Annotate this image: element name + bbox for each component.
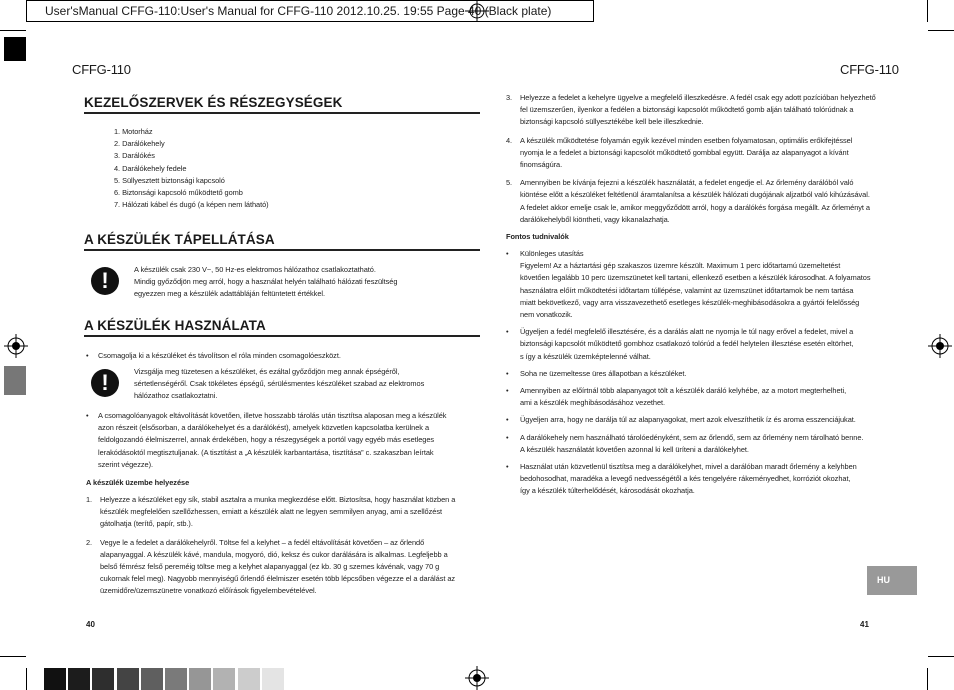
note-text bbox=[520, 326, 853, 363]
power-warning-text bbox=[134, 264, 397, 301]
bullet-dot: • bbox=[506, 462, 509, 472]
right-page-header: CFFG-110 bbox=[840, 62, 899, 77]
step-number: 3. bbox=[506, 93, 513, 102]
numbered-step bbox=[506, 177, 906, 226]
paragraph-line: A fedelet akkor emelje csak le, amikor meggyőződött arról, hogy a darálókés forgása megállt. Az őrleményt a bbox=[520, 202, 870, 212]
note-text bbox=[520, 368, 686, 380]
note-text bbox=[520, 432, 863, 456]
bullet-dot: • bbox=[506, 249, 509, 258]
color-swatch bbox=[44, 668, 66, 690]
crop-mark bbox=[26, 668, 27, 690]
paragraph-line: darálókehelyből kiöntheti, vagy kikanalazhatja. bbox=[520, 214, 670, 224]
step-text bbox=[100, 537, 455, 598]
paragraph-line: finomságúra. bbox=[520, 160, 563, 170]
note-bullet bbox=[506, 385, 906, 409]
step-number: 5. bbox=[506, 178, 513, 188]
paragraph-line: feldolgozandó élelmiszerrel, annak érdekében, hogy a részegységek a portól vagy egyéb más esetleges bbox=[98, 435, 435, 445]
numbered-step bbox=[506, 92, 906, 129]
paragraph-line: miatt bekövetkező, vagy arra visszavezethető esetleges készülék-meghibásodásokra a gyártói felelősség bbox=[520, 297, 860, 307]
page-number-left: 40 bbox=[86, 620, 95, 629]
setup-subheading: A készülék üzembe helyezése bbox=[86, 478, 190, 487]
paragraph-line: Helyezze a fedelet a kehelyre ügyelve a megfelelő illeszkedésre. A fedél csak egy adott pozícióban helyezhető bbox=[520, 93, 876, 102]
note-bullet bbox=[506, 326, 906, 363]
registration-mark-icon bbox=[465, 666, 489, 690]
paragraph-line: Ügyeljen arra, hogy ne darálja túl az alapanyagokat, mert azok elveszíthetik íz és aroma esszenciájukat. bbox=[520, 415, 856, 425]
bullet-dot: • bbox=[86, 411, 89, 420]
crop-mark bbox=[928, 30, 954, 31]
note-bullet bbox=[506, 368, 906, 380]
warning-line: A készülék csak 230 V~, 50 Hz-es elektromos hálózathoz csatlakoztatható. bbox=[134, 265, 376, 274]
parts-list bbox=[114, 126, 269, 211]
parts-list-item: 1. Motorház bbox=[114, 127, 153, 136]
crop-mark bbox=[927, 668, 928, 690]
crop-mark bbox=[927, 0, 928, 22]
warning-line: egyezzen meg a készülék adattábláján feltüntetett értékkel. bbox=[134, 289, 325, 299]
crop-mark bbox=[0, 30, 26, 31]
paragraph-line: Használat után közvetlenül tisztítsa meg a darálókelyhet, mivel a darálóban maradt őrlemény a kelyhben bbox=[520, 462, 857, 472]
paragraph-line: készülék megfelelően szellőzhessen, emiatt a készülék alatt ne legyen semmilyen anyag, ami a szellőzést bbox=[100, 507, 442, 517]
registration-mark-icon bbox=[465, 0, 489, 22]
color-swatch bbox=[92, 668, 114, 690]
bullet-dot: • bbox=[506, 368, 509, 378]
color-swatch bbox=[68, 668, 90, 690]
section-title-usage: A KÉSZÜLÉK HASZNÁLATA bbox=[84, 318, 266, 333]
page-number-right: 41 bbox=[860, 620, 869, 629]
parts-list-item: 7. Hálózati kábel és dugó (a képen nem látható) bbox=[114, 200, 269, 210]
paragraph-line: fel üzemszerűen, ilyenkor a fedélen a biztonsági kapcsolót működtető gomb alján található tolórúdnak a bbox=[520, 105, 854, 115]
section-title-power: A KÉSZÜLÉK TÁPELLÁTÁSA bbox=[84, 232, 275, 247]
paragraph-line: Amennyiben az előírtnál több alapanyagot tölt a készülék daráló kelyhébe, az a motort megterhelheti, bbox=[520, 386, 847, 396]
bullet-dot: • bbox=[506, 327, 509, 337]
step-text bbox=[520, 92, 876, 129]
paragraph-line: Vegye le a fedelet a darálókehelyről. Töltse fel a kelyhet – a fedél eltávolítását követően – az őrlendő bbox=[100, 537, 425, 547]
color-swatch bbox=[262, 668, 284, 690]
note-text bbox=[520, 414, 856, 426]
color-swatch bbox=[238, 668, 260, 690]
paragraph-line: belső fémrész felső pereméig töltse meg a kelyhet alapanyaggal (ez kb. 30 g szemes kávénak, vagy 70 g bbox=[100, 562, 440, 572]
parts-list-item: 5. Süllyesztett biztonsági kapcsoló bbox=[114, 175, 225, 185]
paragraph-line: kiöntése előtt a készüléket feltétlenül áramtalanítsa a készülék hálózati dugójának aljzatból való kihúzásával. bbox=[520, 190, 870, 200]
note-bullet bbox=[506, 432, 906, 456]
paragraph-line: használatra előírt működtetési időtartam túllépése, valamint az üzemszünet időtartamok be nem tartása bbox=[520, 285, 854, 295]
color-swatch bbox=[117, 668, 139, 690]
parts-list-item: 2. Darálókehely bbox=[114, 139, 165, 149]
note-bullet bbox=[506, 414, 906, 426]
paragraph-line: Helyezze a készüléket egy sík, stabil asztalra a munka megkezdése előtt. Biztosítsa, hogy használat közben a bbox=[100, 495, 456, 504]
paragraph-line: így a készülék túlterhelődését, károsodását okozhatja. bbox=[520, 486, 695, 496]
paragraph-line: gátolhatja (terítő, papír, stb.). bbox=[100, 519, 193, 529]
side-gray-block bbox=[4, 366, 26, 395]
paragraph-line: alapanyaggal. A készülék kávé, mandula, mogyoró, dió, keksz és cukor darálására is alkalmas. Legfeljebb a bbox=[100, 549, 448, 559]
step-text bbox=[520, 135, 852, 172]
step-number: 1. bbox=[86, 495, 93, 504]
color-swatch bbox=[141, 668, 163, 690]
step-number: 4. bbox=[506, 135, 513, 145]
important-heading: Fontos tudnivalók bbox=[506, 232, 569, 241]
paragraph-line: Soha ne üzemeltesse üres állapotban a készüléket. bbox=[520, 368, 687, 378]
operation-steps bbox=[506, 92, 906, 232]
paragraph-line: Figyelem! Az a háztartási gép szakaszos üzemre készült. Maximum 1 perc időtartamú üzemeltetést bbox=[520, 261, 841, 271]
paragraph-line: bedohosodhat, maradéka a levegő nedvességétől a kés tengelyére rákeményedhet, korróziót okozhat, bbox=[520, 474, 851, 484]
registration-mark-icon bbox=[4, 334, 28, 358]
numbered-step bbox=[86, 494, 486, 531]
left-page-header: CFFG-110 bbox=[72, 62, 131, 77]
paragraph-line: Ügyeljen a fedél megfelelő illesztésére, és a darálás alatt ne nyomja le túl nagy erővel a fedelet, mivel a bbox=[520, 327, 854, 337]
setup-steps bbox=[86, 494, 486, 604]
parts-list-item: 4. Darálókehely fedele bbox=[114, 163, 187, 173]
crop-mark bbox=[0, 656, 26, 657]
color-swatch bbox=[213, 668, 235, 690]
warning-line: sértetlenségéről. Csak tökéletes épségű, sérülésmentes készüléket szabad az elektromos bbox=[134, 379, 425, 389]
crop-mark bbox=[928, 656, 954, 657]
paragraph-line: Különleges utasítás bbox=[520, 249, 584, 258]
section-rule bbox=[84, 249, 480, 251]
note-text bbox=[520, 385, 846, 409]
paragraph-line: A darálókehely nem használható tárolóedényként, sem az őrlendő, sem az őrlemény nem tárolható benne. bbox=[520, 432, 864, 442]
step-number: 2. bbox=[86, 537, 93, 547]
note-text bbox=[520, 248, 871, 321]
numbered-step bbox=[86, 537, 486, 598]
bullet-dot: • bbox=[506, 415, 509, 425]
color-swatch bbox=[165, 668, 187, 690]
language-tab: HU bbox=[867, 566, 917, 595]
numbered-step bbox=[506, 135, 906, 172]
warning-line: Vizsgálja meg tüzetesen a készüléket, és ezáltal győződjön meg annak épségéről, bbox=[134, 367, 400, 376]
slug-line: User'sManual CFFG-110:User's Manual for CFFG-110 2012.10.25. 19:55 Page 40 (Black plate) bbox=[26, 0, 594, 22]
paragraph-line: üzemidőre/üzemszünetre vonatkozó előírások figyelembevételével. bbox=[100, 586, 317, 596]
corner-black-block bbox=[4, 37, 26, 61]
paragraph-line: biztonsági kapcsolót működtető gombhoz csatlakozó tolórúd a fedél helytelen illesztése esetén eltörhet, bbox=[520, 339, 854, 349]
note-bullet bbox=[506, 461, 906, 498]
paragraph-line: követően legalább 10 perc üzemszünetet kell tartani, ellenkező esetben a készülék károsodhat. A folyamatos bbox=[520, 273, 871, 283]
paragraph-line: Amennyiben be kívánja fejezni a készülék használatát, a fedelet engedje el. Az őrlemény darálóból való bbox=[520, 178, 854, 188]
warning-line: hálózathoz csatlakoztatni. bbox=[134, 391, 218, 401]
paragraph-line: cukornak felel meg). Nagyobb mennyiségű őrlendő élelmiszer esetén több lépcsőben végezze el a darálást az bbox=[100, 574, 456, 584]
note-bullet bbox=[506, 248, 906, 321]
cleaning-text bbox=[98, 410, 446, 471]
bullet-dot: • bbox=[506, 432, 509, 442]
section-rule bbox=[84, 112, 480, 114]
bullet-dot: • bbox=[506, 386, 509, 396]
paragraph-line: szerint végezze). bbox=[98, 459, 154, 469]
step-text bbox=[100, 494, 455, 531]
paragraph-line: ami a készülék meghibásodásához vezethet. bbox=[520, 398, 666, 408]
section-rule bbox=[84, 335, 480, 337]
section-title-controls: KEZELŐSZERVEK ÉS RÉSZEGYSÉGEK bbox=[84, 95, 343, 110]
step-text bbox=[520, 177, 870, 226]
paragraph-line: biztonsági kapcsoló süllyesztékébe kell bele illeszkednie. bbox=[520, 117, 704, 127]
paragraph-line: s így a készülék üzemképtelenné válhat. bbox=[520, 351, 651, 361]
parts-list-item: 6. Biztonsági kapcsoló működtető gomb bbox=[114, 188, 243, 198]
paragraph-line: nyomja le a fedelet a biztonsági kapcsolót működtető gombbal együtt. Darálja az alapanyagot a kívánt bbox=[520, 147, 849, 157]
paragraph-line: lerakódásoktól megtisztuljanak. (A tisztítást a „A készülék karbantartása, tisztítása” c. szakaszban leírtak bbox=[98, 447, 434, 457]
color-swatch bbox=[189, 668, 211, 690]
warning-line: Mindig győződjön meg arról, hogy a használat helyén található hálózati feszültség bbox=[134, 277, 398, 287]
parts-list-item: 3. Darálókés bbox=[114, 151, 155, 161]
note-text bbox=[520, 461, 857, 498]
paragraph-line: A készülék használatát követően azonnal ki kell üríteni a darálókelyhet. bbox=[520, 444, 749, 454]
important-notes bbox=[506, 248, 906, 503]
bullet-dot: • bbox=[86, 351, 89, 360]
paragraph-line: nem vonatkozik. bbox=[520, 310, 573, 320]
warning-icon: ! bbox=[91, 369, 119, 397]
warning-icon: ! bbox=[91, 267, 119, 295]
unpack-text: Csomagolja ki a készüléket és távolítson el róla minden csomagolóeszközt. bbox=[98, 351, 341, 360]
registration-mark-icon bbox=[928, 334, 952, 358]
paragraph-line: A készülék működtetése folyamán egyik kezével minden esetben folyamatosan, optimális erőkifejtéssel bbox=[520, 135, 853, 145]
paragraph-line: azon részeit (elsősorban, a darálókehelyet és a darálókést), amelyek közvetlen kapcsolatba kerülnek a bbox=[98, 423, 429, 433]
inspect-warning-text bbox=[134, 366, 424, 403]
paragraph-line: A csomagolóanyagok eltávolítását követően, illetve hosszabb tárolás után tisztítsa alaposan meg a készülék bbox=[98, 411, 447, 420]
